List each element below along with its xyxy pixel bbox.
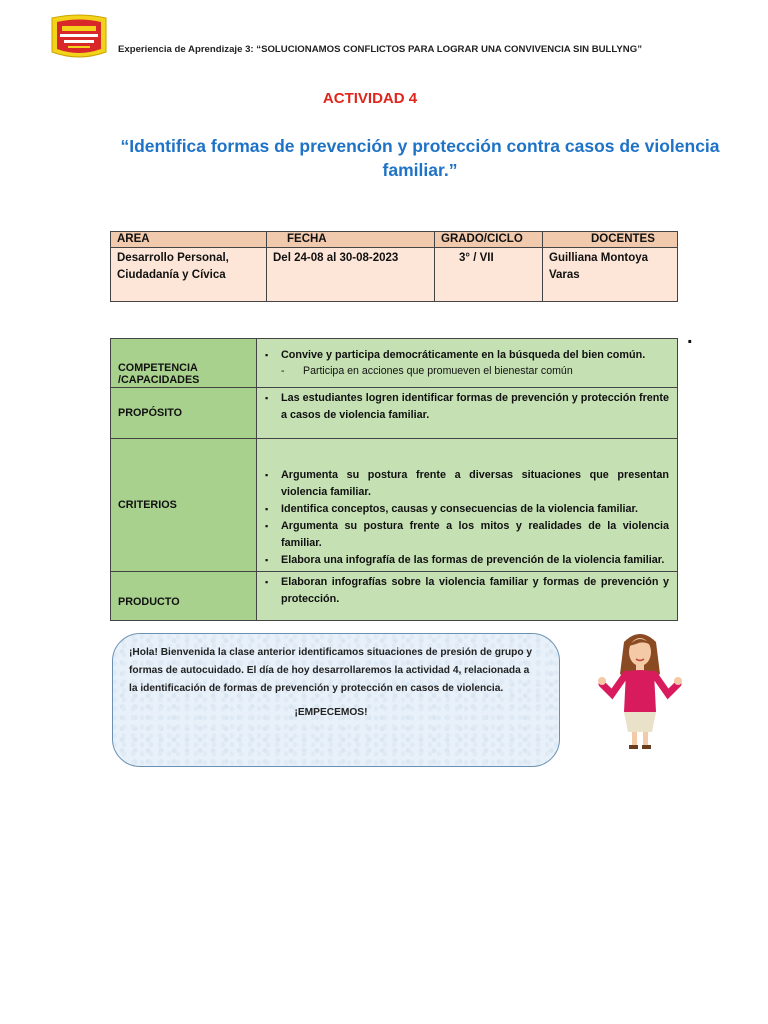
label-criterios: CRITERIOS <box>111 439 257 572</box>
info-table-row <box>111 248 678 302</box>
row-criterios <box>111 439 678 572</box>
area-line-1: Desarrollo Personal, <box>117 252 229 264</box>
welcome-message-text: ¡Hola! Bienvenida la clase anterior identificamos situaciones de presión de grupo y formas de autocuidado. El día de hoy desarrollaremos la actividad 4, relacionada a la identificación de formas de prevención y protección en casos de violencia. <box>129 647 533 694</box>
label-competencia <box>111 339 257 388</box>
criterio-item: ▪ Identifica conceptos, causas y consecuencias de la violencia familiar. <box>263 501 669 518</box>
header-fecha: FECHA <box>267 232 435 248</box>
label-competencia-line-1: COMPETENCIA <box>118 362 198 374</box>
welcome-message-box <box>112 633 560 767</box>
stray-mark: . <box>687 326 693 348</box>
row-producto <box>111 572 678 621</box>
start-label: ¡EMPECEMOS! <box>294 707 368 718</box>
page-title <box>100 134 740 182</box>
content-proposito <box>257 388 678 439</box>
experience-header: Experiencia de Aprendizaje 3: “SOLUCIONAMOS CONFLICTOS PARA LOGRAR UNA CONVIVENCIA SIN BULLYNG” <box>118 44 642 55</box>
area-line-2: Ciudadanía y Cívica <box>117 269 226 281</box>
header-grado: GRADO/CICLO <box>435 232 543 248</box>
label-competencia-line-2: /CAPACIDADES <box>118 374 200 386</box>
competencia-sub-text: Participa en acciones que promueven el bienestar común <box>303 365 573 377</box>
teacher-illustration-icon <box>594 628 686 750</box>
cell-area <box>111 248 267 302</box>
sub-dash: - <box>281 365 285 377</box>
cell-grado: 3° / VII <box>435 248 543 302</box>
title-line-1: “Identifica formas de prevención y protección contra casos de violencia <box>120 136 720 156</box>
cell-fecha: Del 24-08 al 30-08-2023 <box>267 248 435 302</box>
label-producto: PRODUCTO <box>111 572 257 621</box>
producto-item: ▪ Elaboran infografías sobre la violencia familiar y formas de prevención y protección. <box>263 574 669 608</box>
cell-docentes <box>543 248 678 302</box>
docentes-line-2: Varas <box>549 269 580 281</box>
header-area: AREA <box>111 232 267 248</box>
proposito-item: ▪ Las estudiantes logren identificar formas de prevención y protección frente a casos de violencia familiar. <box>263 390 669 424</box>
content-criterios <box>257 439 678 572</box>
criterio-item: ▪ Elabora una infografía de las formas de prevención de la violencia familiar. <box>263 552 669 569</box>
row-competencia <box>111 339 678 388</box>
info-table-header <box>111 232 678 248</box>
competencia-item: ▪ Convive y participa democráticamente en la búsqueda del bien común. <box>263 347 669 364</box>
docentes-line-1: Guilliana Montoya <box>549 252 649 264</box>
school-crest-icon <box>48 14 110 60</box>
header-docentes: DOCENTES <box>543 232 678 248</box>
competencia-subitem <box>263 364 669 379</box>
content-competencia <box>257 339 678 388</box>
criterio-item: ▪ Argumenta su postura frente a los mitos y realidades de la violencia familiar. <box>263 518 669 552</box>
label-proposito: PROPÓSITO <box>111 388 257 439</box>
criterio-item: ▪ Argumenta su postura frente a diversas situaciones que presentan violencia familiar. <box>263 467 669 501</box>
details-table <box>110 338 678 621</box>
content-producto <box>257 572 678 621</box>
title-line-2: familiar.” <box>382 160 458 180</box>
activity-title: ACTIVIDAD 4 <box>322 90 418 107</box>
info-table <box>110 231 678 302</box>
row-proposito <box>111 388 678 439</box>
